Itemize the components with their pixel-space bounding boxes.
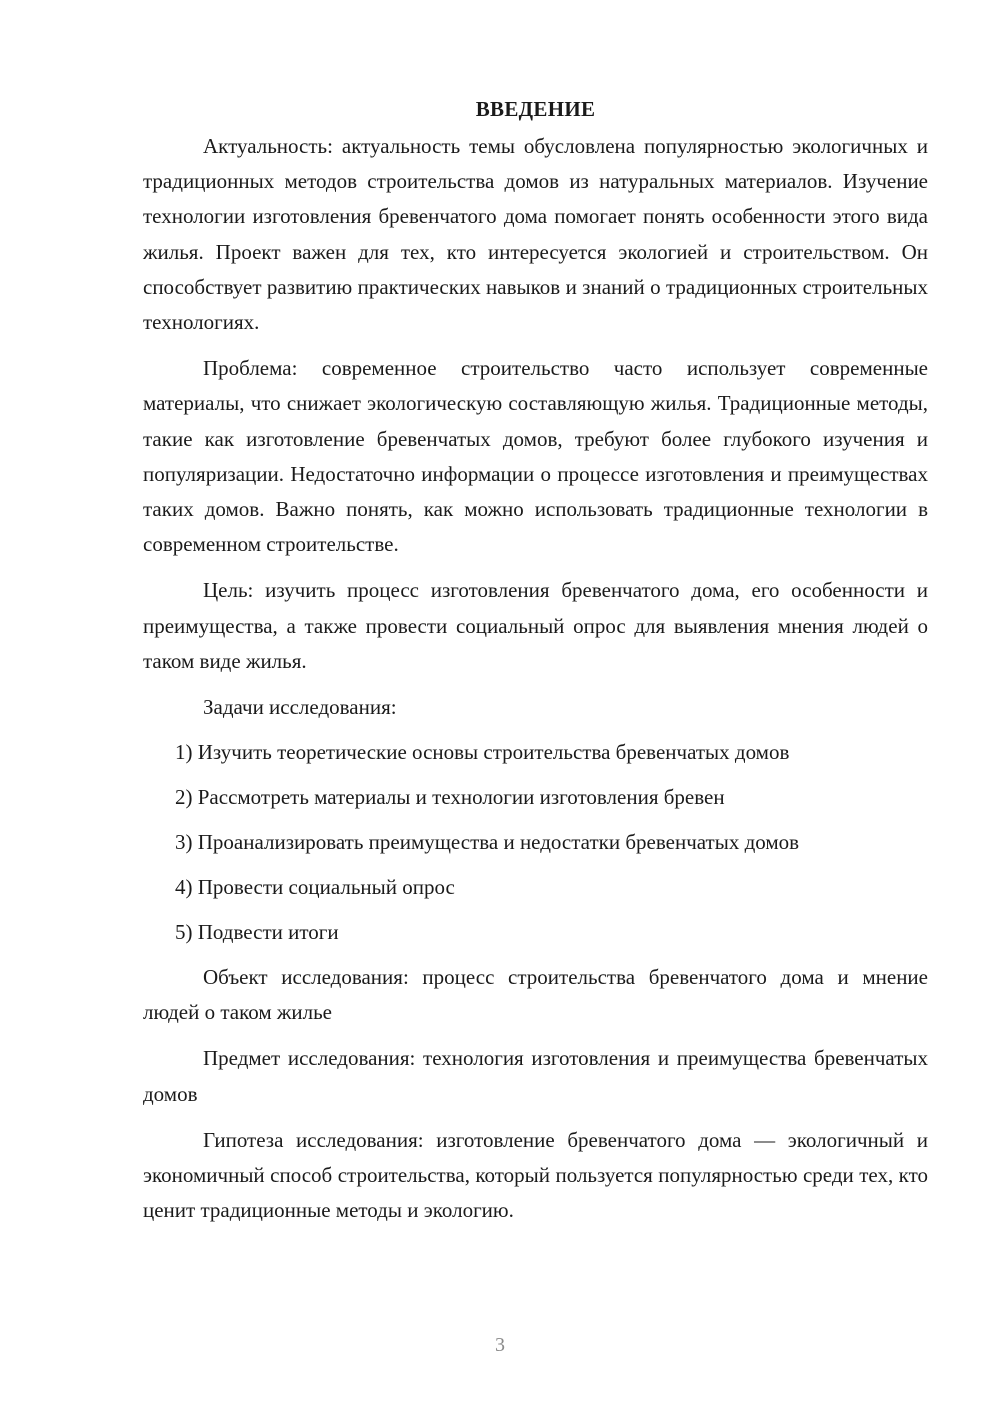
goal-paragraph: Цель: изучить процесс изготовления бревенчатого дома, его особенности и преимущества, а также провести социальный опрос для выявления мнения людей о таком виде жилья.: [143, 578, 928, 673]
page-title: ВВЕДЕНИЕ: [475, 97, 596, 121]
list-item: 3) Проанализировать преимущества и недостатки бревенчатых домов: [175, 830, 800, 855]
page-number: 3: [495, 1334, 505, 1356]
list-item: 1) Изучить теоретические основы строительства бревенчатых домов: [175, 740, 790, 765]
list-item: 5) Подвести итоги: [175, 920, 339, 945]
problem-paragraph: Проблема: современное строительство часто использует современные материалы, что снижает экологическую составляющую жилья. Традиционные методы, такие как изготовление бревенчатых домов, требуют более глубокого изучения и популяризации. Недостаточно информации о процессе изготовления и преимуществах таких домов. Важно понять, как можно использовать традиционные технологии в современном строительстве.: [143, 356, 928, 557]
tasks-list: [143, 735, 928, 950]
tasks-title: Задачи исследования:: [203, 695, 397, 720]
hypothesis-paragraph: Гипотеза исследования: изготовление бревенчатого дома — экологичный и экономичный способ строительства, который пользуется популярностью среди тех, кто ценит традиционные методы и экологию.: [143, 1127, 928, 1223]
object-paragraph: Объект исследования: процесс строительства бревенчатого дома и мнение людей о таком жилье: [143, 965, 928, 1025]
subject-paragraph: Предмет исследования: технология изготовления и преимущества бревенчатых домов: [143, 1046, 928, 1106]
document-page: [143, 92, 928, 1239]
relevance-paragraph: Актуальность: актуальность темы обусловлена популярностью экологичных и традиционных методов строительства домов из натуральных материалов. Изучение технологии изготовления бревенчатого дома помогает понять особенности этого вида жилья. Проект важен для тех, кто интересуется экологией и строительством. Он способствует развитию практических навыков и знаний о традиционных строительных технологиях.: [143, 134, 928, 335]
list-item: 2) Рассмотреть материалы и технологии изготовления бревен: [175, 785, 725, 810]
list-item: 4) Провести социальный опрос: [175, 875, 455, 900]
